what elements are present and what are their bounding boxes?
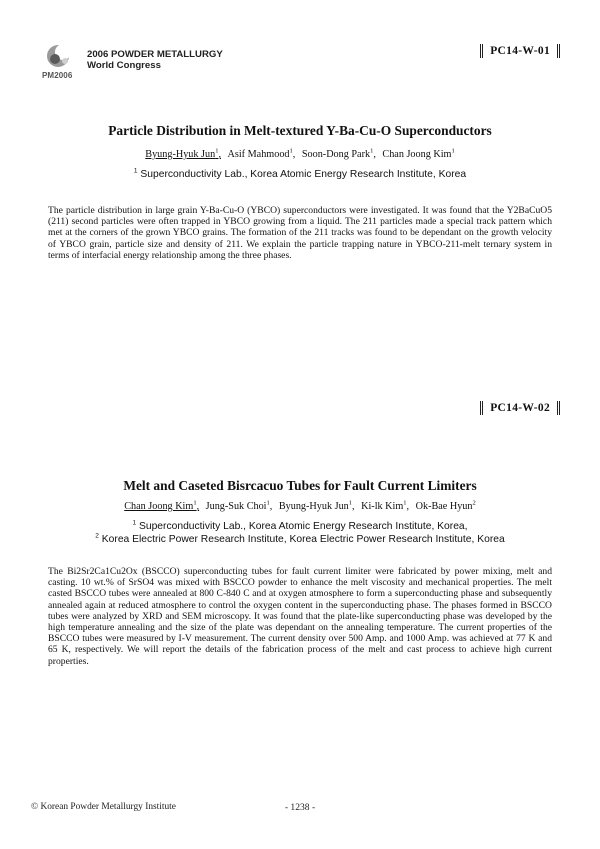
affiliation-text: Superconductivity Lab., Korea Atomic Energy Research Institute, Korea, <box>138 521 468 532</box>
conference-line-2: World Congress <box>87 60 161 71</box>
abstract-body: The particle distribution in large grain Y-Ba-Cu-O (YBCO) superconductors were investigated. It was found that the Y2BaCuO5 (211) second particles were often trapped in YBCO growing from a liquid. The 211 particles made a special track pattern which met at the corners of the grown YBCO grains. The formation of the 211 tracks was found to be dependant on the growth velocity of YBCO grain, particle size and density of 211. We explain the particle trapping nature in YBCO-211-melt ternary system in terms of interfacial energy relationship among the three phases. <box>48 205 552 261</box>
footer-copyright: © Korean Powder Metallurgy Institute <box>31 802 176 812</box>
affiliation <box>0 169 600 180</box>
author-name: Ok-Bae Hyun <box>415 501 473 512</box>
author-affil-mark: 1 <box>193 499 197 507</box>
author <box>279 501 355 512</box>
affiliation-text: Superconductivity Lab., Korea Atomic Energy Research Institute, Korea <box>140 169 467 180</box>
author-name: Soon-Dong Park <box>301 149 371 160</box>
affiliation-mark: 1 <box>132 519 137 527</box>
author <box>416 501 476 512</box>
author-separator: , <box>269 501 273 512</box>
author-affil-mark: 1 <box>266 499 270 507</box>
affiliation-mark: 2 <box>95 532 99 540</box>
author-separator: , <box>352 501 355 512</box>
conference-logo <box>43 42 77 82</box>
author-separator: , <box>292 149 296 160</box>
author-separator: , <box>373 149 376 160</box>
author <box>382 149 454 160</box>
author <box>361 501 409 512</box>
author-list <box>0 501 600 512</box>
author-separator: , <box>196 501 200 512</box>
author-separator: , <box>218 149 221 160</box>
author-name: Jung-Suk Choi <box>205 501 267 512</box>
abstract-code: PC14-W-01 <box>480 44 560 58</box>
author-list <box>0 149 600 160</box>
affiliation-text: Korea Electric Power Research Institute, Korea Electric Power Research Institute, Korea <box>101 534 505 545</box>
author-affil-mark: 1 <box>403 499 407 507</box>
abstract-title: Melt and Caseted Bisrcacuo Tubes for Fault Current Limiters <box>123 478 477 493</box>
author-affil-mark: 1 <box>348 499 353 507</box>
author-affil-mark: 1 <box>289 147 293 155</box>
author-name: Byung-Hyuk Jun <box>145 149 216 160</box>
page-number: - 1238 - <box>284 802 316 813</box>
author-affil-mark: 2 <box>472 499 476 507</box>
abstract-title: Particle Distribution in Melt-textured Y-Ba-Cu-O Superconductors <box>108 123 492 138</box>
author-name: Chan Joong Kim <box>382 149 452 160</box>
author <box>145 149 221 160</box>
affiliation <box>0 534 600 545</box>
logo-mark-icon <box>43 42 77 72</box>
affiliation-mark: 1 <box>133 167 138 175</box>
abstract-code: PC14-W-02 <box>480 401 560 415</box>
author-affil-mark: 1 <box>215 147 219 155</box>
affiliation <box>0 521 600 532</box>
author <box>302 149 376 160</box>
author-name: Byung-Hyuk Jun <box>278 501 349 512</box>
author-name: Ki-lk Kim <box>361 501 404 512</box>
author-name: Asif Mahmood <box>227 149 290 160</box>
conference-line-1: 2006 POWDER METALLURGY <box>87 49 223 60</box>
author-name: Chan Joong Kim <box>124 501 194 512</box>
logo-text: PM2006 <box>42 71 73 80</box>
author <box>228 149 296 160</box>
author <box>124 501 199 512</box>
abstract-body: The Bi2Sr2Ca1Cu2Ox (BSCCO) superconducting tubes for fault current limiter were fabricated by power mixing, melt and casting. 10 wt.% of SrSO4 was mixed with BSCCO powder to enhance the melt viscosity and mechanical properties. The melt casted BSCCO tubes were annealed at 800 C-840 C and at oxygen atmosphere to form a superconducting phase and subsequently annealed again at reduced atmosphere to control the oxygen content in the superconducting phase. The phases formed in BSCCO tubes were analyzed by XRD and SEM microscopy. It was found that the plate-like superconducting phase was developed by the high temperature annealing and the size of the plate was dependant on the annealing temperature. The current properties of the BSCCO tubes were measured by I-V measurement. The current density over 500 Amp. and 1000 Amp. was achieved at 77 K and 65 K, respectively. We will report the details of the fabrication process of the melt and cast process to achieve high current properties. <box>48 566 552 667</box>
author-affil-mark: 1 <box>451 147 455 155</box>
author-affil-mark: 1 <box>370 147 374 155</box>
author-separator: , <box>406 501 410 512</box>
conference-name <box>87 49 223 71</box>
author <box>206 501 273 512</box>
